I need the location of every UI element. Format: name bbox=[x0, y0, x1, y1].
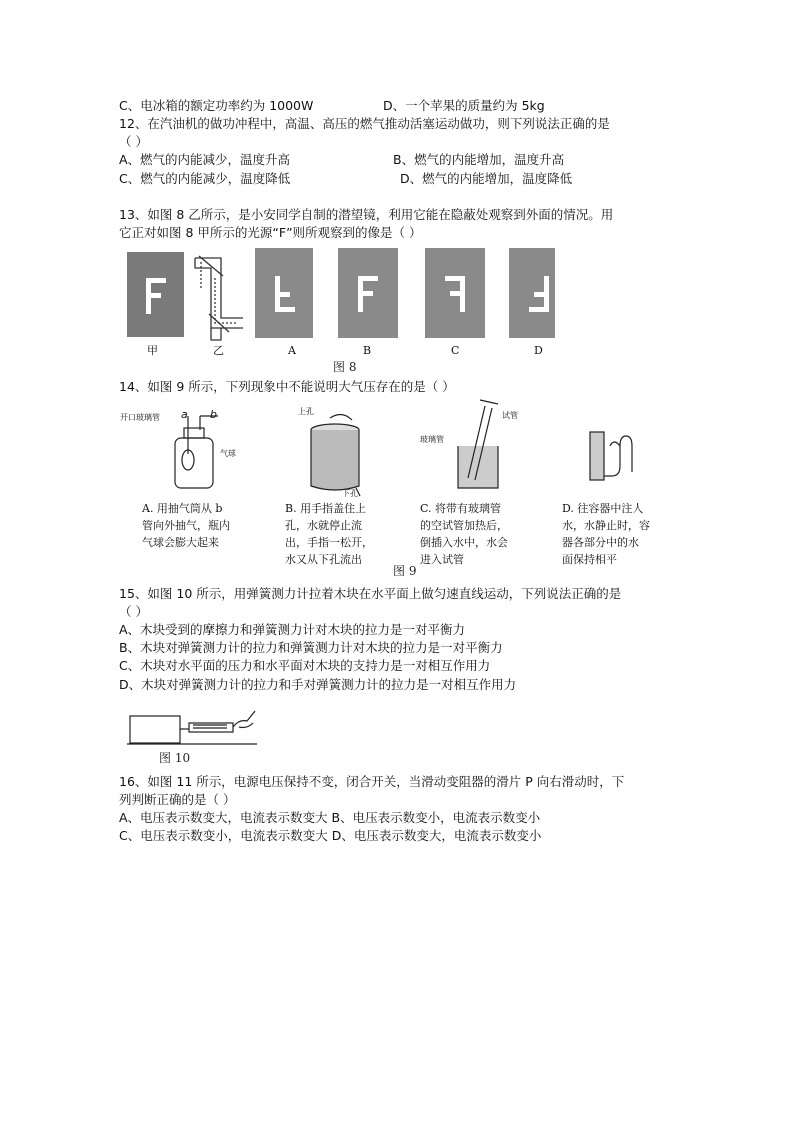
q12-stem: 12、在汽油机的做功冲程中，高温、高压的燃气推动活塞运动做功，则下列说法正确的是 bbox=[119, 116, 610, 131]
q16-options-cd: C、电压表示数变小，电流表示数变大 D、电压表示数变大，电流表示数变小 bbox=[119, 828, 542, 843]
figure-8-drawing bbox=[125, 248, 555, 370]
q12-option-b: B、燃气的内能增加，温度升高 bbox=[393, 152, 565, 167]
q15-option-b: B、木块对弹簧测力计的拉力和弹簧测力计对木块的拉力是一对平衡力 bbox=[119, 640, 503, 655]
container-holes-icon bbox=[311, 414, 360, 496]
q15-answer-paren: （ ） bbox=[119, 604, 148, 619]
q16-stem-line2: 列判断正确的是（ ） bbox=[119, 792, 236, 807]
figure-9a-balloon-label: 气球 bbox=[220, 449, 236, 458]
figure-9c-tube-label: 试管 bbox=[502, 411, 518, 420]
q12-option-c: C、燃气的内能减少，温度降低 bbox=[119, 171, 291, 186]
q13-stem-line1: 13、如图 8 乙所示，是小安同学自制的潜望镜，利用它能在隐蔽处观察到外面的情况。用 bbox=[119, 207, 614, 222]
figure-8-label-d: D bbox=[534, 344, 543, 357]
figure-8-label-a: A bbox=[288, 344, 296, 357]
bottle-balloon-icon bbox=[175, 416, 218, 488]
figure-9a-letter-b: b bbox=[210, 408, 217, 421]
q15-stem: 15、如图 10 所示，用弹簧测力计拉着木块在水平面上做匀速直线运动，下列说法正确的是 bbox=[119, 586, 622, 601]
q11-option-c: C、电冰箱的额定功率约为 1000W bbox=[119, 98, 314, 113]
wooden-block-icon bbox=[130, 716, 180, 743]
q12-answer-paren: （ ） bbox=[119, 134, 148, 149]
figure-9 bbox=[120, 396, 675, 578]
figure-8-label-yi: 乙 bbox=[213, 344, 224, 357]
figure-8 bbox=[125, 248, 555, 370]
figure-9d-caption: D. 往容器中注人 水，水静止时，容 器各部分中的水 面保持相平 bbox=[562, 502, 650, 566]
figure-8-caption: 图 8 bbox=[333, 360, 357, 374]
q15-option-a: A、木块受到的摩擦力和弹簧测力计对木块的拉力是一对平衡力 bbox=[119, 622, 466, 637]
figure-9a-caption: A. 用抽气筒从 b 管向外抽气，瓶内 气球会膨大起来 bbox=[142, 502, 230, 549]
figure-8-label-b: B bbox=[363, 344, 372, 357]
figure-8-label-jia: 甲 bbox=[147, 344, 158, 357]
q13-stem-line2: 它正对如图 8 甲所示的光源“F”则所观察到的像是（ ） bbox=[119, 225, 422, 240]
figure-9-drawing bbox=[120, 396, 675, 506]
figure-9b-bottom-hole-label: 下孔 bbox=[342, 489, 358, 498]
figure-10 bbox=[127, 697, 262, 767]
figure-10-caption: 图 10 bbox=[159, 751, 191, 765]
figure-10-drawing bbox=[127, 697, 262, 749]
q12-option-a: A、燃气的内能减少，温度升高 bbox=[119, 152, 291, 167]
hand-icon bbox=[233, 711, 255, 728]
figure-9b-top-hole-label: 上孔 bbox=[298, 407, 314, 416]
figure-9b-caption: B. 用手指盖住上 孔，水就停止流 出，手指一松开， 水又从下孔流出 bbox=[285, 502, 373, 566]
test-tube-beaker-icon bbox=[458, 400, 498, 488]
q12-option-d: D、燃气的内能增加，温度降低 bbox=[400, 171, 573, 186]
q14-stem: 14、如图 9 所示，下列现象中不能说明大气压存在的是（ ） bbox=[119, 379, 455, 394]
q16-options-ab: A、电压表示数变大，电流表示数变大 B、电压表示数变小，电流表示数变小 bbox=[119, 810, 541, 825]
figure-9a-letter-a: a bbox=[181, 408, 188, 421]
connected-vessel-icon bbox=[590, 432, 632, 480]
q11-option-d: D、一个苹果的质量约为 5kg bbox=[383, 98, 545, 113]
q15-option-c: C、木块对水平面的压力和水平面对木块的支持力是一对相互作用力 bbox=[119, 658, 491, 673]
figure-9-caption: 图 9 bbox=[393, 564, 417, 578]
figure-9a-tube-label: 开口玻璃管 bbox=[120, 413, 160, 422]
q16-stem-line1: 16、如图 11 所示，电源电压保持不变，闭合开关，当滑动变阻器的滑片 P 向右滑动时，下 bbox=[119, 774, 625, 789]
q15-option-d: D、木块对弹簧测力计的拉力和手对弹簧测力计的拉力是一对相互作用力 bbox=[119, 677, 517, 692]
periscope-diagram bbox=[195, 256, 243, 340]
figure-9c-glass-label: 玻璃管 bbox=[420, 435, 444, 444]
figure-9c-caption: C. 将带有玻璃管 的空试管加热后， 倒插入水中，水会 进入试管 bbox=[420, 502, 508, 566]
figure-8-label-c: C bbox=[451, 344, 460, 357]
